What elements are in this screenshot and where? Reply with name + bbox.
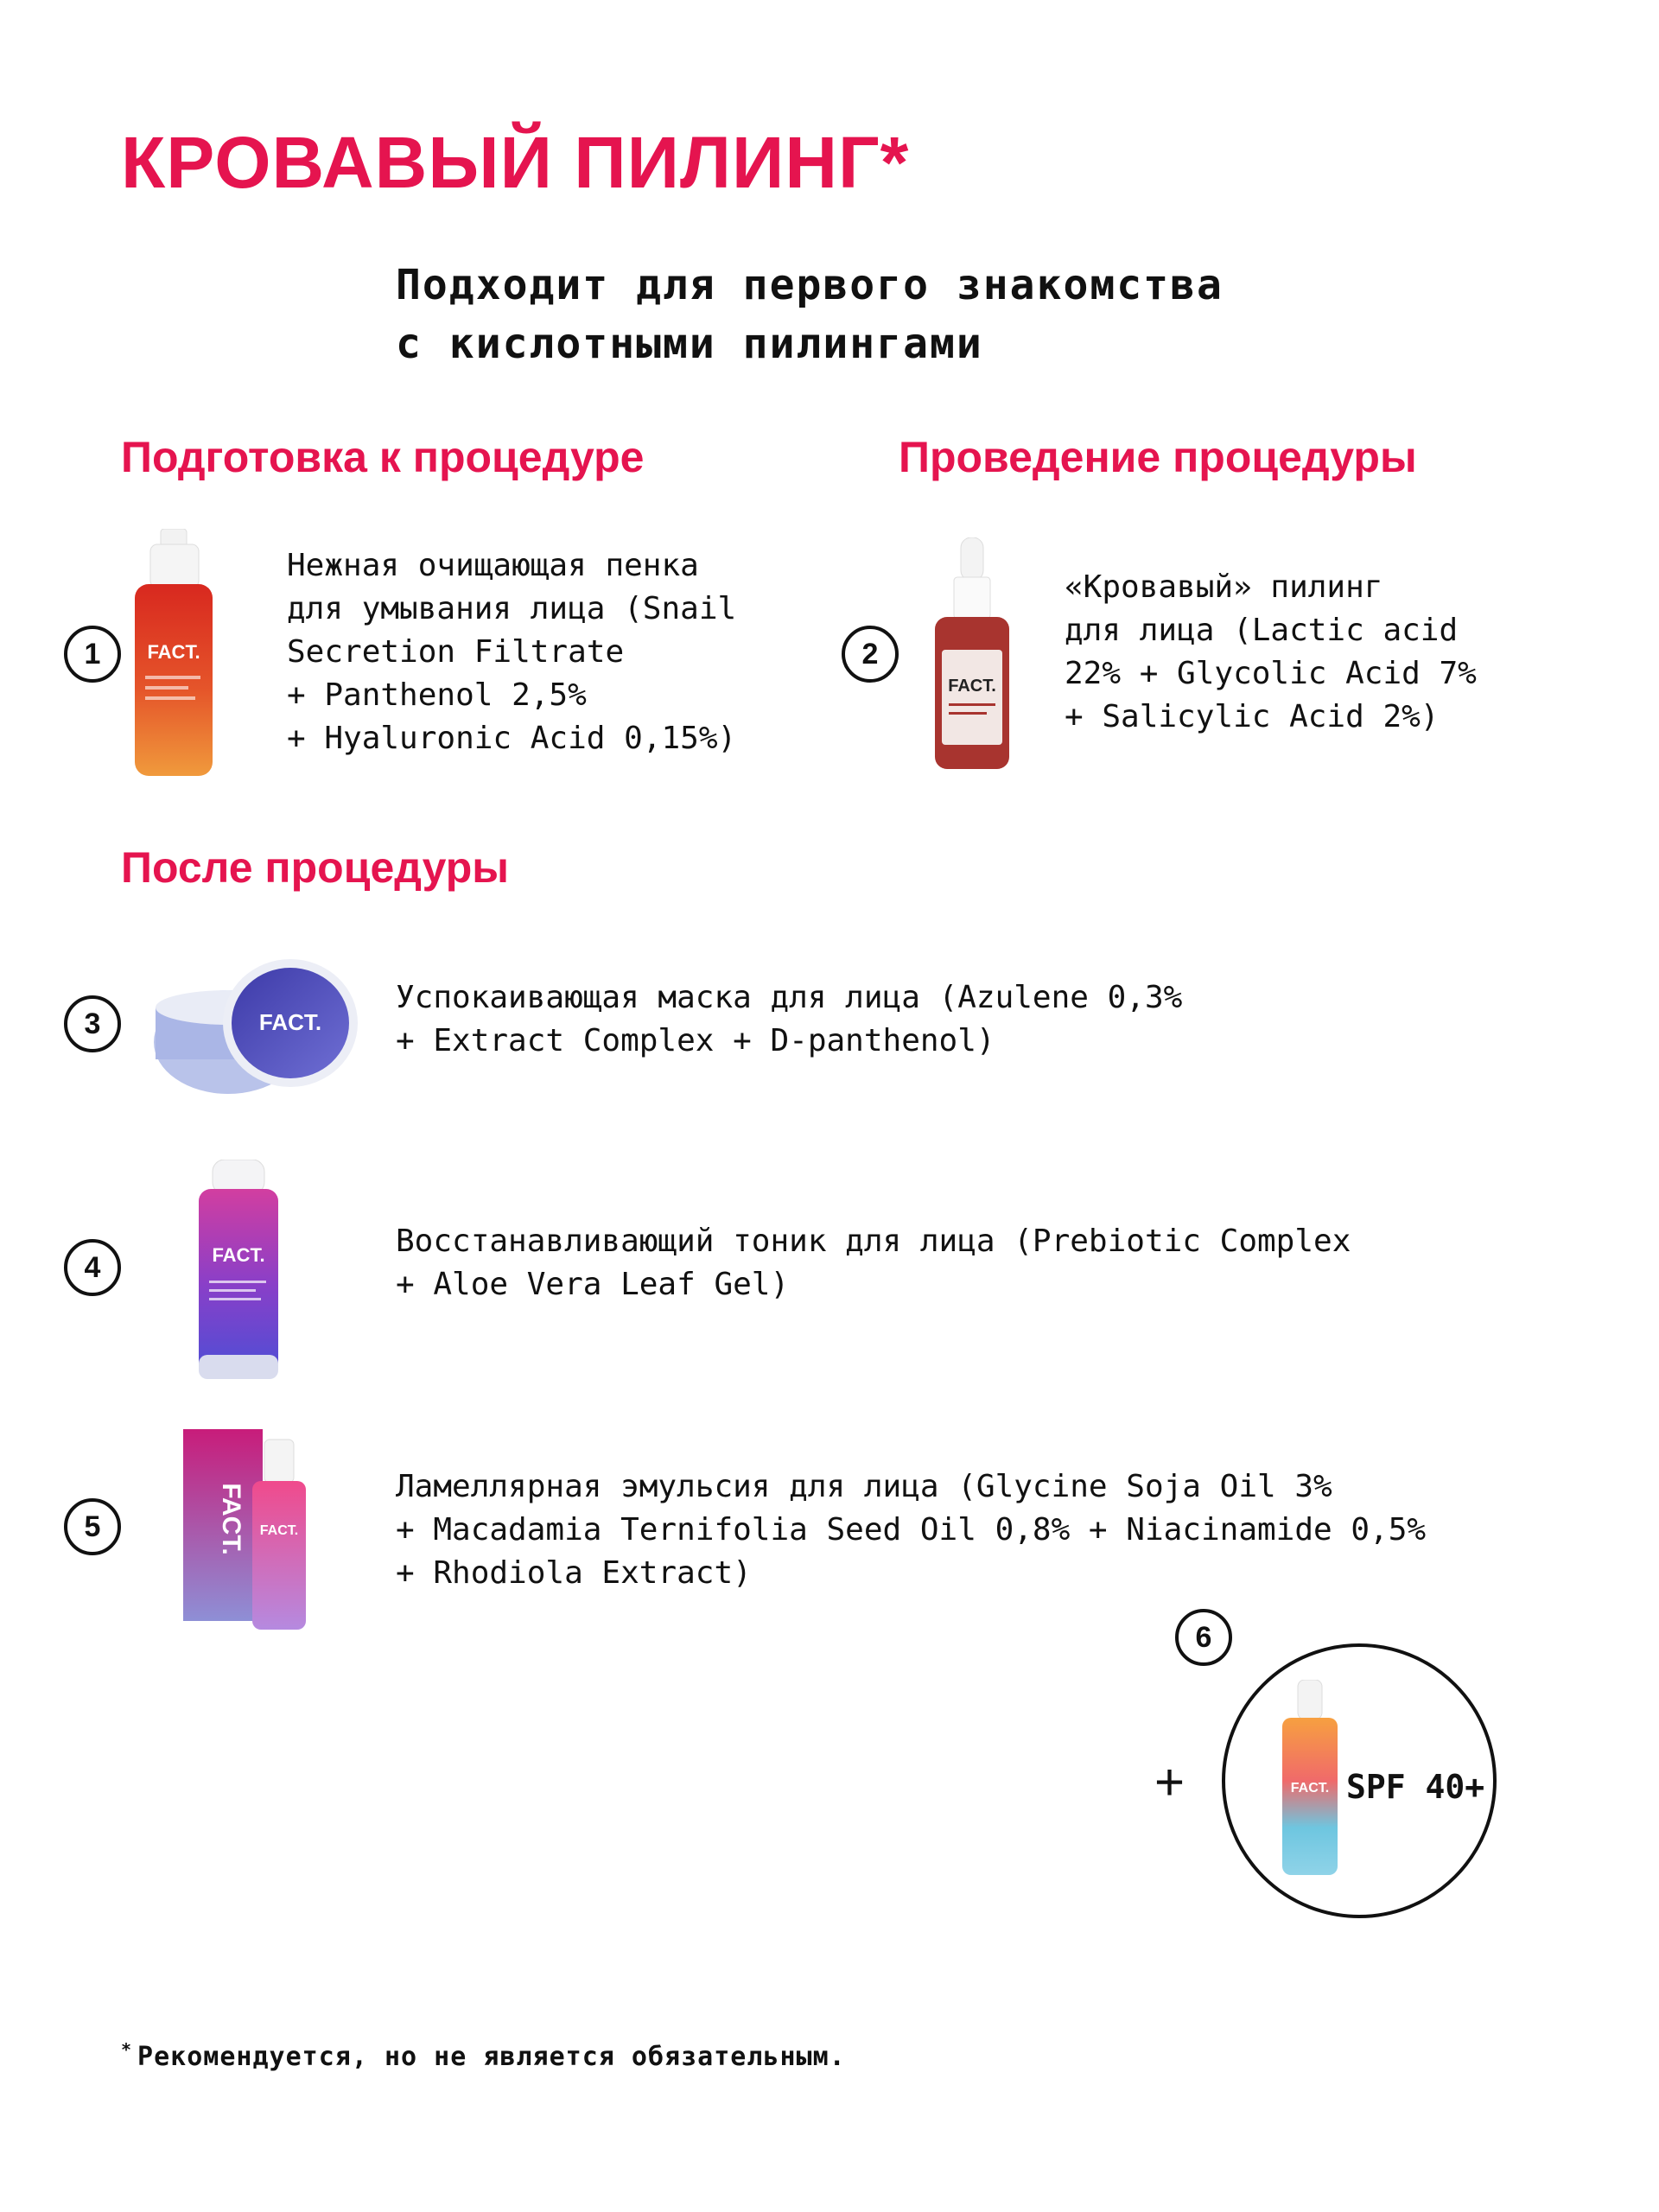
step-number-3: 3 [64, 995, 121, 1052]
brand-logo: FACT. [147, 641, 200, 663]
section-heading-after: После процедуры [121, 843, 509, 892]
footnote [121, 2039, 846, 2072]
footnote-mark: * [121, 2039, 133, 2060]
step-description-4: Восстанавливающий тоник для лица (Prebiotic Complex + Aloe Vera Leaf Gel) [396, 1224, 1351, 1302]
step-number-5: 5 [64, 1498, 121, 1555]
section-heading-prep: Подготовка к процедуре [121, 433, 645, 481]
step-description-5: Ламеллярная эмульсия для лица (Glycine Soja Oil 3% + Macadamia Ternifolia Seed Oil 0,8% + Niacinamide 0,5% + Rhodiola Extract) [396, 1469, 1427, 1591]
brand-logo: FACT. [212, 1244, 265, 1266]
lamellar-emulsion-product-image [180, 1424, 318, 1631]
spf-label: SPF 40+ [1346, 1768, 1485, 1806]
step-description-1: Нежная очищающая пенка для умывания лица (Snail Secretion Filtrate + Panthenol 2,5% + Hyaluronic Acid 0,15%) [287, 548, 737, 756]
step-number-2: 2 [842, 626, 899, 683]
brand-logo: FACT. [1290, 1781, 1330, 1796]
brand-logo: FACT. [259, 1523, 299, 1538]
brand-logo: FACT. [258, 1009, 322, 1035]
section-heading-procedure: Проведение процедуры [899, 433, 1417, 481]
foam-cleanser-product-image [119, 529, 228, 779]
page-subtitle: Подходит для первого знакомства с кислотными пилингами [396, 261, 1224, 368]
restoring-toner-product-image [183, 1160, 294, 1381]
step-number-6: 6 [1175, 1609, 1232, 1666]
footnote-text: Рекомендуется, но не является обязательным. [137, 2042, 846, 2072]
spf-sunscreen-product-image [1274, 1680, 1346, 1877]
peeling-serum-product-image [916, 537, 1028, 771]
brand-logo: FACT. [217, 1483, 245, 1555]
soothing-mask-product-image [152, 956, 359, 1103]
step-number-1: 1 [64, 626, 121, 683]
step-description-3: Успокаивающая маска для лица (Azulene 0,3% + Extract Complex + D-panthenol) [396, 980, 1183, 1058]
step-description-2: «Кровавый» пилинг для лица (Lactic acid 22% + Glycolic Acid 7% + Salicylic Acid 2%) [1065, 569, 1477, 734]
page-title: КРОВАВЫЙ ПИЛИНГ* [121, 122, 910, 203]
plus-sign: + [1154, 1753, 1185, 1811]
brand-logo: FACT. [948, 677, 996, 696]
step-number-4: 4 [64, 1239, 121, 1296]
